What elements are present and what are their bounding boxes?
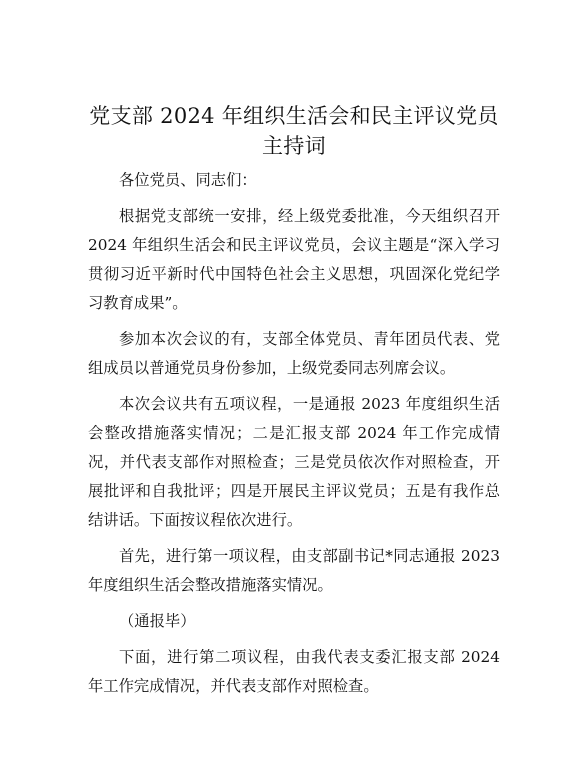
paragraph-second-item: 下面，进行第二项议程，由我代表支委汇报支部 2024 年工作完成情况，并代表支部作对照检查。 <box>88 648 500 695</box>
paragraph-greeting: 各位党员、同志们： <box>119 171 257 189</box>
document-title: 党支部 2024 年组织生活会和民主评议党员主持词 <box>89 104 499 158</box>
paragraph-attendees: 参加本次会议的有，支部全体党员、青年团员代表、党组成员以普通党员身份参加，上级党委同志列席会议。 <box>88 330 500 377</box>
paragraph-first-item: 首先，进行第一项议程，由支部副书记*同志通报 2023 年度组织生活会整改措施落实情况。 <box>88 547 500 594</box>
document-body <box>88 166 500 708</box>
paragraph-meeting-purpose: 根据党支部统一安排，经上级党委批准，今天组织召开 2024 年组织生活会和民主评议党员，会议主题是“深入学习贯彻习近平新时代中国特色社会主义思想，巩固深化党纪学习教育成果”。 <box>88 207 500 312</box>
paragraph-report-finished: （通报毕） <box>119 612 196 630</box>
paragraph-agenda: 本次会议共有五项议程，一是通报 2023 年度组织生活会整改措施落实情况；二是汇报支部 2024 年工作完成情况，并代表支部作对照检查；三是党员依次作对照检查，开展批评和自我批评；四是开展民主评议党员；五是有我作总结讲话。下面按议程依次进行。 <box>88 395 500 529</box>
